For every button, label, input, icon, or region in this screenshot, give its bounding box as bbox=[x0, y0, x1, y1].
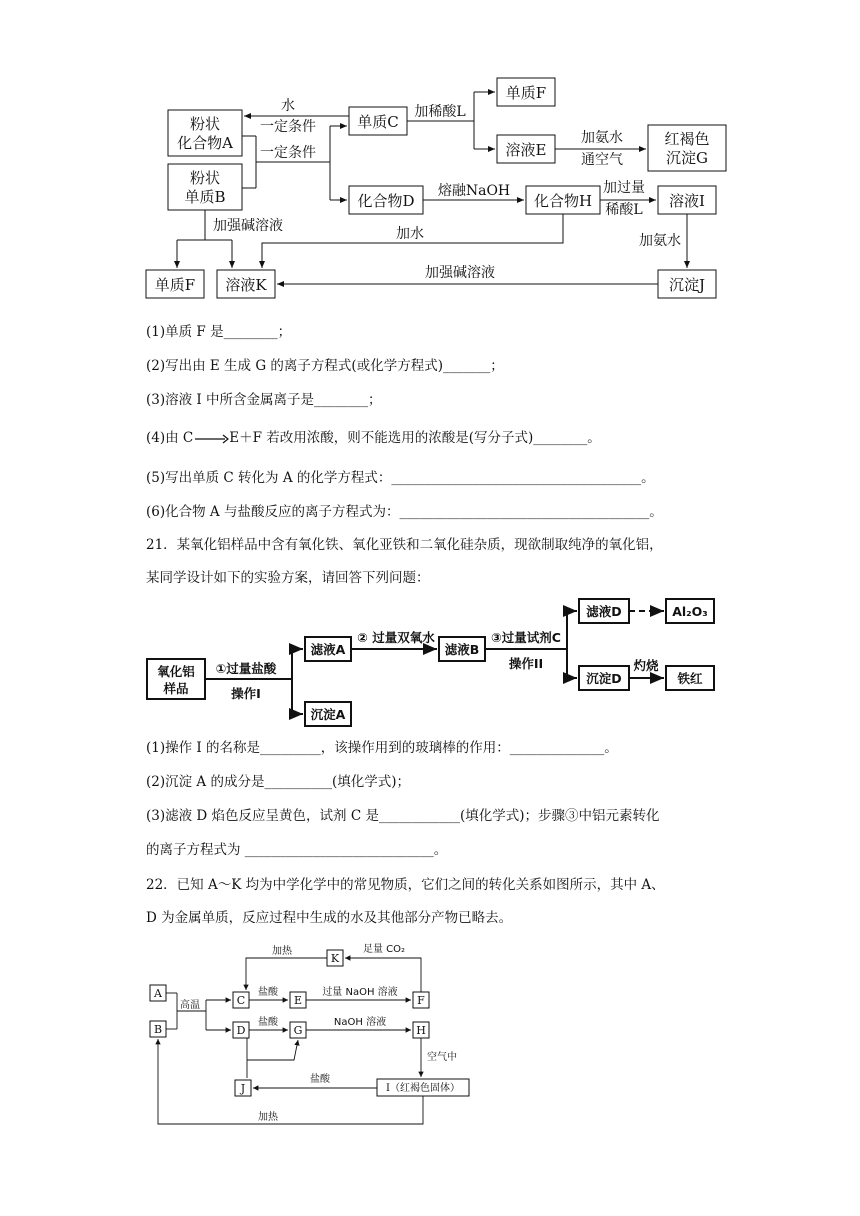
q20-item-4-suffix: E＋F 若改用浓酸，则不能选用的浓酸是(写分子式)________。 bbox=[229, 430, 601, 446]
q20-item-1: (1)单质 F 是________； bbox=[146, 324, 292, 340]
box-compound-h bbox=[526, 186, 600, 214]
box-alumina-sample bbox=[147, 659, 205, 699]
label-water: 水 bbox=[281, 98, 295, 114]
box-filtrate-a bbox=[305, 637, 351, 661]
box-h bbox=[413, 1022, 429, 1038]
box-element-f-top bbox=[497, 78, 555, 106]
label-hcl-3: 盐酸 bbox=[310, 1074, 330, 1085]
box-i bbox=[377, 1079, 469, 1096]
box-element-b bbox=[168, 164, 242, 210]
label-dilute-acid-l-2: 稀酸L bbox=[605, 202, 643, 218]
box-filtrate-d-label: 滤液D bbox=[586, 604, 622, 619]
box-precipitate-g bbox=[648, 125, 726, 171]
q22-intro-line2: D 为金属单质，反应过程中生成的水及其他部分产物已略去。 bbox=[146, 910, 513, 926]
label-excess-naoh: 过量 NaOH 溶液 bbox=[322, 987, 398, 998]
box-filtrate-a-label: 滤液A bbox=[310, 642, 346, 657]
box-solution-k-label: 溶液K bbox=[225, 276, 267, 294]
arrow-to-g-from-below bbox=[247, 1040, 298, 1060]
box-iron-red bbox=[666, 666, 714, 690]
label-operation-1: 操作I bbox=[231, 686, 261, 701]
box-iron-red-label: 铁红 bbox=[677, 671, 703, 686]
box-precipitate-a-label: 沉淀A bbox=[310, 707, 346, 722]
q22-intro-line1: 22．已知 A～K 均为中学化学中的常见物质，它们之间的转化关系如图所示，其中 A、 bbox=[146, 877, 665, 893]
box-element-b-line2: 单质B bbox=[184, 188, 226, 206]
box-element-c-label: 单质C bbox=[357, 113, 399, 131]
box-solution-i-label: 溶液I bbox=[669, 192, 705, 210]
box-f-label: F bbox=[417, 994, 425, 1007]
box-filtrate-b-label: 滤液B bbox=[444, 642, 480, 657]
box-filtrate-d bbox=[579, 599, 629, 623]
q20-item-4 bbox=[146, 428, 601, 448]
box-k-label: K bbox=[330, 952, 340, 965]
box-g bbox=[290, 1022, 306, 1038]
box-al2o3-label: Al₂O₃ bbox=[672, 604, 708, 619]
q21-question-3: (3)滤液 D 焰色反应呈黄色，试剂 C 是____________(填化学式)；步骤③中铝元素转化 bbox=[146, 808, 660, 824]
box-precipitate-d bbox=[579, 666, 629, 690]
label-naoh: NaOH 溶液 bbox=[333, 1017, 387, 1028]
label-burn: 灼烧 bbox=[633, 658, 659, 673]
box-precipitate-d-label: 沉淀D bbox=[586, 671, 622, 686]
label-heat-bottom: 加热 bbox=[258, 1112, 278, 1123]
box-filtrate-b bbox=[439, 637, 485, 661]
label-air: 通空气 bbox=[581, 152, 623, 168]
box-a-label: A bbox=[154, 987, 162, 1000]
long-arrow-icon bbox=[193, 434, 229, 444]
label-step2: ② 过量双氧水 bbox=[357, 630, 435, 645]
q20-item-5: (5)写出单质 C 转化为 A 的化学方程式：_____________________________________。 bbox=[146, 470, 655, 486]
box-element-f-top-label: 单质F bbox=[505, 84, 547, 102]
box-k bbox=[327, 950, 343, 966]
q20-item-4-prefix: (4)由 C bbox=[146, 430, 194, 446]
box-d-label: D bbox=[236, 1024, 246, 1037]
box-precipitate-g-line2: 沉淀G bbox=[666, 149, 708, 167]
label-add-water: 加水 bbox=[396, 226, 424, 242]
q21-question-2: (2)沉淀 A 的成分是__________(填化学式)； bbox=[146, 774, 410, 790]
flow-diagram-1 bbox=[0, 0, 860, 310]
label-strong-base-2: 加强碱溶液 bbox=[425, 265, 495, 281]
label-add-ammonia-2: 加氨水 bbox=[639, 233, 681, 249]
box-element-c bbox=[349, 107, 407, 135]
label-heat-top: 加热 bbox=[272, 946, 292, 957]
label-dilute-acid-l: 加稀酸L bbox=[414, 104, 466, 120]
box-element-f-bottom bbox=[146, 270, 204, 298]
box-precipitate-j-label: 沉淀J bbox=[668, 276, 706, 294]
box-precipitate-j bbox=[658, 270, 716, 298]
label-excess: 加过量 bbox=[603, 180, 645, 196]
box-precipitate-a bbox=[305, 702, 351, 726]
box-a bbox=[150, 985, 166, 1001]
q20-item-3: (3)溶液 I 中所含金属离子是________； bbox=[146, 392, 382, 408]
q21-question-1: (1)操作 I 的名称是_________，该操作用到的玻璃棒的作用：______________。 bbox=[146, 740, 618, 756]
box-b-label: B bbox=[153, 1023, 163, 1036]
box-alumina-sample-line2: 样品 bbox=[163, 681, 189, 696]
box-element-f-bottom-label: 单质F bbox=[154, 276, 196, 294]
label-strong-base-1: 加强碱溶液 bbox=[213, 218, 283, 234]
box-g-label: G bbox=[293, 1024, 303, 1037]
box-solution-k bbox=[217, 270, 275, 298]
box-element-b-line1: 粉状 bbox=[189, 169, 221, 187]
q20-item-6: (6)化合物 A 与盐酸反应的离子方程式为：_____________________________________。 bbox=[146, 504, 663, 520]
q20-item-2: (2)写出由 E 生成 G 的离子方程式(或化学方程式)_______； bbox=[146, 358, 504, 374]
box-compound-a bbox=[168, 110, 242, 156]
box-j-label: J bbox=[240, 1082, 246, 1095]
label-high-temp: 高温 bbox=[180, 1000, 200, 1011]
box-solution-e-label: 溶液E bbox=[505, 141, 547, 159]
box-e-label: E bbox=[293, 994, 303, 1007]
box-b bbox=[150, 1021, 166, 1037]
box-alumina-sample-line1: 氧化铝 bbox=[157, 664, 195, 679]
box-al2o3 bbox=[666, 599, 714, 623]
label-add-ammonia: 加氨水 bbox=[581, 130, 623, 146]
box-solution-e bbox=[497, 135, 555, 163]
box-f bbox=[413, 992, 429, 1008]
label-step3: ③过量试剂C bbox=[491, 630, 561, 645]
box-i-label: I（红褐色固体） bbox=[386, 1083, 460, 1094]
label-co2: 足量 CO₂ bbox=[362, 944, 406, 955]
flow-diagram-3 bbox=[0, 936, 860, 1136]
q21-intro-line2: 某同学设计如下的实验方案，请回答下列问题： bbox=[146, 570, 430, 586]
label-in-air: 空气中 bbox=[427, 1052, 457, 1063]
label-step1: ①过量盐酸 bbox=[215, 661, 277, 676]
label-molten-naoh: 熔融NaOH bbox=[437, 183, 511, 199]
box-j bbox=[235, 1080, 251, 1096]
box-c bbox=[233, 992, 249, 1008]
label-hcl-2: 盐酸 bbox=[258, 1017, 278, 1028]
box-h-label: H bbox=[416, 1024, 426, 1037]
label-condition-2: 一定条件 bbox=[260, 145, 316, 161]
q21-intro-line1: 21．某氧化铝样品中含有氧化铁、氧化亚铁和二氧化硅杂质，现欲制取纯净的氧化铝， bbox=[146, 537, 663, 553]
box-compound-d bbox=[349, 186, 423, 214]
label-hcl-1: 盐酸 bbox=[258, 987, 278, 998]
box-solution-i bbox=[658, 186, 716, 214]
box-compound-a-line2: 化合物A bbox=[177, 134, 233, 152]
box-e bbox=[290, 992, 306, 1008]
label-operation-2: 操作II bbox=[508, 656, 544, 671]
q21-question-4: 的离子方程式为 ____________________________。 bbox=[146, 842, 448, 858]
box-d bbox=[233, 1022, 249, 1038]
box-precipitate-g-line1: 红褐色 bbox=[664, 130, 710, 148]
box-compound-d-label: 化合物D bbox=[357, 192, 415, 210]
arrow-k-to-c bbox=[246, 958, 327, 990]
arrow-i-to-b bbox=[158, 1039, 423, 1124]
box-compound-a-line1: 粉状 bbox=[189, 115, 221, 133]
label-condition-1: 一定条件 bbox=[260, 119, 316, 135]
box-compound-h-label: 化合物H bbox=[533, 192, 593, 210]
flow-diagram-2 bbox=[0, 594, 860, 734]
box-c-label: C bbox=[236, 994, 246, 1007]
